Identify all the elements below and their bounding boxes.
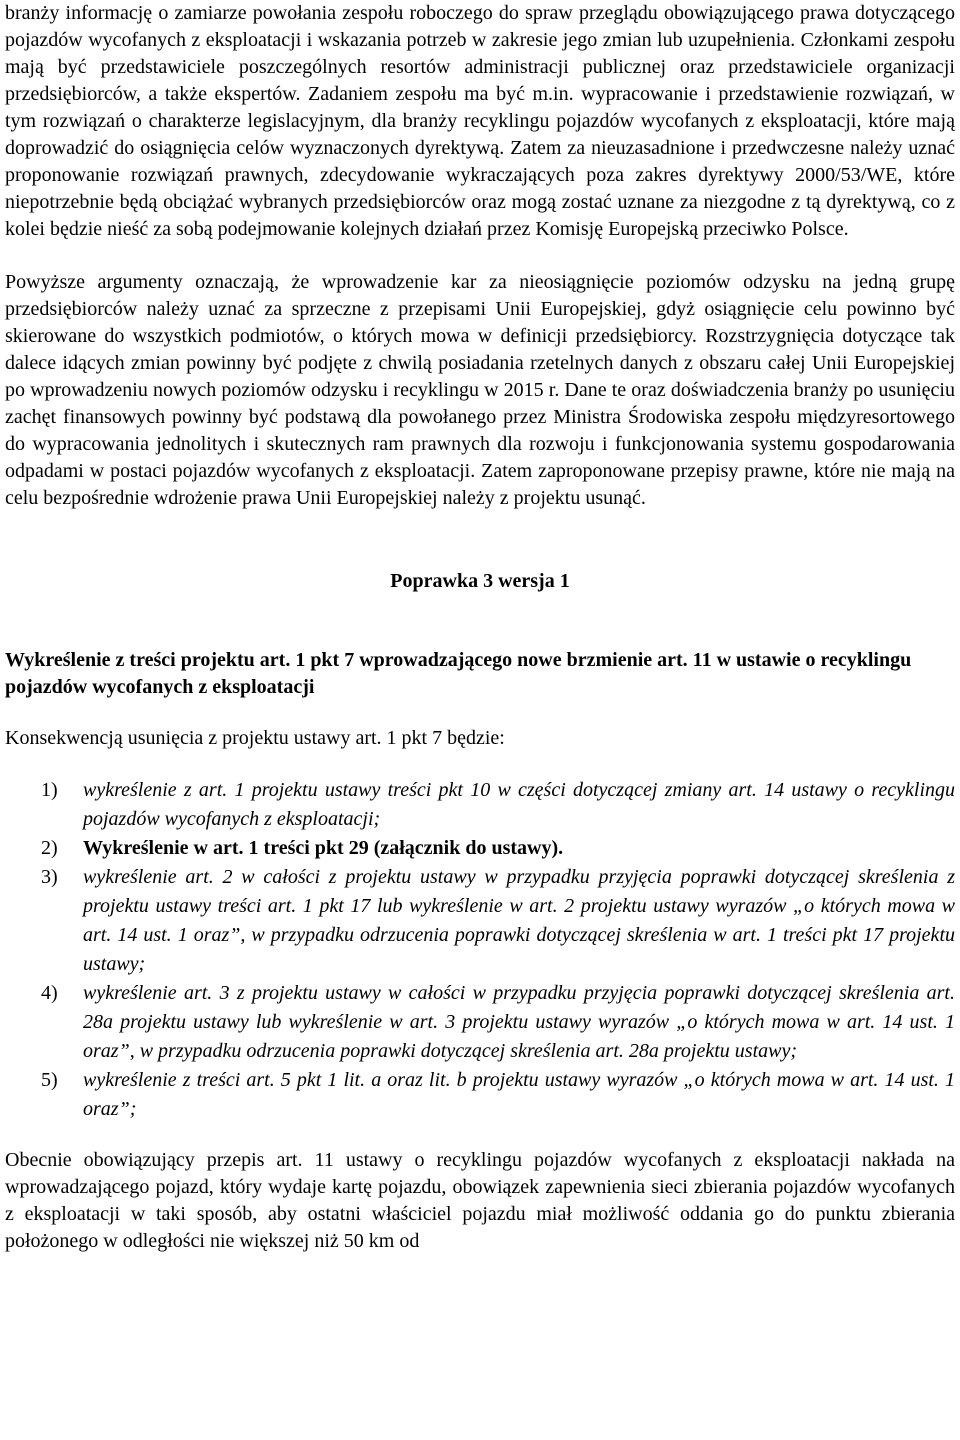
list-item-number: 3) [41,866,58,888]
list-item [5,979,955,1066]
list-item-text: wykreślenie z art. 1 projektu ustawy treści pkt 10 w części dotyczącej zmiany art. 14 ustawy o recyklingu pojazdów wycofanych z eksploatacji; [83,779,955,830]
body-paragraph: branży informację o zamiarze powołania zespołu roboczego do spraw przeglądu obowiązującego prawa dotyczącego pojazdów wycofanych z eksploatacji i wskazania potrzeb w zakresie jego zmian lub uzupełnienia. Członkami zespołu mają być przedstawiciele poszczególnych resortów administracji publicznej oraz przedstawiciele organizacji przedsiębiorców, a także ekspertów. Zadaniem zespołu ma być m.in. wypracowanie i przedstawienie rozwiązań, w tym rozwiązań o charakterze legislacyjnym, dla branży recyklingu pojazdów wycofanych z eksploatacji, które mają doprowadzić do osiągnięcia celów wyznaczonych dyrektywą. Zatem za nieuzasadnione i przedwczesne należy uznać proponowanie rozwiązań prawnych, zdecydowanie wykraczających poza zakres dyrektywy 2000/53/WE, które niepotrzebnie będą obciążać wybranych przedsiębiorców oraz mogą zostać uznane za niezgodne z tą dyrektywą, co z kolei będzie nieść za sobą podejmowanie kolejnych działań przez Komisję Europejską przeciwko Polsce. [5,2,955,240]
list-item-text: wykreślenie art. 3 z projektu ustawy w całości w przypadku przyjęcia poprawki dotyczącej skreślenia art. 28a projektu ustawy lub wykreślenie w art. 3 projektu ustawy wyrazów „o których mowa w art. 14 ust. 1 oraz”, w przypadku odrzucenia poprawki dotyczącej skreślenia art. 28a projektu ustawy; [83,982,955,1062]
list-item-number: 1) [41,779,58,801]
list-item-number: 2) [41,837,58,859]
list-item [5,1066,955,1124]
list-item-number: 4) [41,982,58,1004]
document-page [5,0,955,1255]
list-item [5,834,955,863]
list-intro: Konsekwencją usunięcia z projektu ustawy art. 1 pkt 7 będzie: [5,727,505,749]
consequence-list [5,776,955,1124]
list-item [5,863,955,979]
list-item-text: wykreślenie art. 2 w całości z projektu ustawy w przypadku przyjęcia poprawki dotyczącej skreślenia z projektu ustawy treści art. 1 pkt 17 lub wykreślenie w art. 2 projektu ustawy wyrazów „o których mowa w art. 14 ust. 1 oraz”, w przypadku odrzucenia poprawki dotyczącej skreślenia w art. 1 treści pkt 17 projektu ustawy; [83,866,955,975]
list-item-text: Wykreślenie w art. 1 treści pkt 29 (załącznik do ustawy). [83,837,564,859]
amendment-heading: Poprawka 3 wersja 1 [390,570,570,592]
list-item-number: 5) [41,1069,58,1091]
list-item-text: wykreślenie z treści art. 5 pkt 1 lit. a oraz lit. b projektu ustawy wyrazów „o których mowa w art. 14 ust. 1 oraz”; [83,1069,955,1120]
list-item [5,776,955,834]
body-paragraph: Obecnie obowiązujący przepis art. 11 ustawy o recyklingu pojazdów wycofanych z eksploatacji nakłada na wprowadzającego pojazd, który wydaje kartę pojazdu, obowiązek zapewnienia sieci zbierania pojazdów wycofanych z eksploatacji w taki sposób, aby ostatni właściciel pojazdu miał możliwość oddania go do punktu zbierania położonego w odległości nie większej niż 50 km od [5,1149,955,1252]
amendment-subheading: Wykreślenie z treści projektu art. 1 pkt 7 wprowadzającego nowe brzmienie art. 11 w ustawie o recyklingu pojazdów wycofanych z eksploatacji [5,649,912,698]
body-paragraph: Powyższe argumenty oznaczają, że wprowadzenie kar za nieosiągnięcie poziomów odzysku na jedną grupę przedsiębiorców należy uznać za sprzeczne z przepisami Unii Europejskiej, gdyż osiągnięcie celu powinno być skierowane do wszystkich podmiotów, o których mowa w definicji przedsiębiorcy. Rozstrzygnięcia dotyczące tak dalece idących zmian powinny być podjęte z chwilą posiadania rzetelnych danych z obszaru całej Unii Europejskiej po wprowadzeniu nowych poziomów odzysku i recyklingu w 2015 r. Dane te oraz doświadczenia branży po usunięciu zachęt finansowych powinny być podstawą dla powołanego przez Ministra Środowiska zespołu międzyresortowego do wypracowania jednolitych i skutecznych ram prawnych dla rozwoju i funkcjonowania systemu gospodarowania odpadami w postaci pojazdów wycofanych z eksploatacji. Zatem zaproponowane przepisy prawne, które nie mają na celu bezpośrednie wdrożenie prawa Unii Europejskiej należy z projektu usunąć. [5,271,955,509]
